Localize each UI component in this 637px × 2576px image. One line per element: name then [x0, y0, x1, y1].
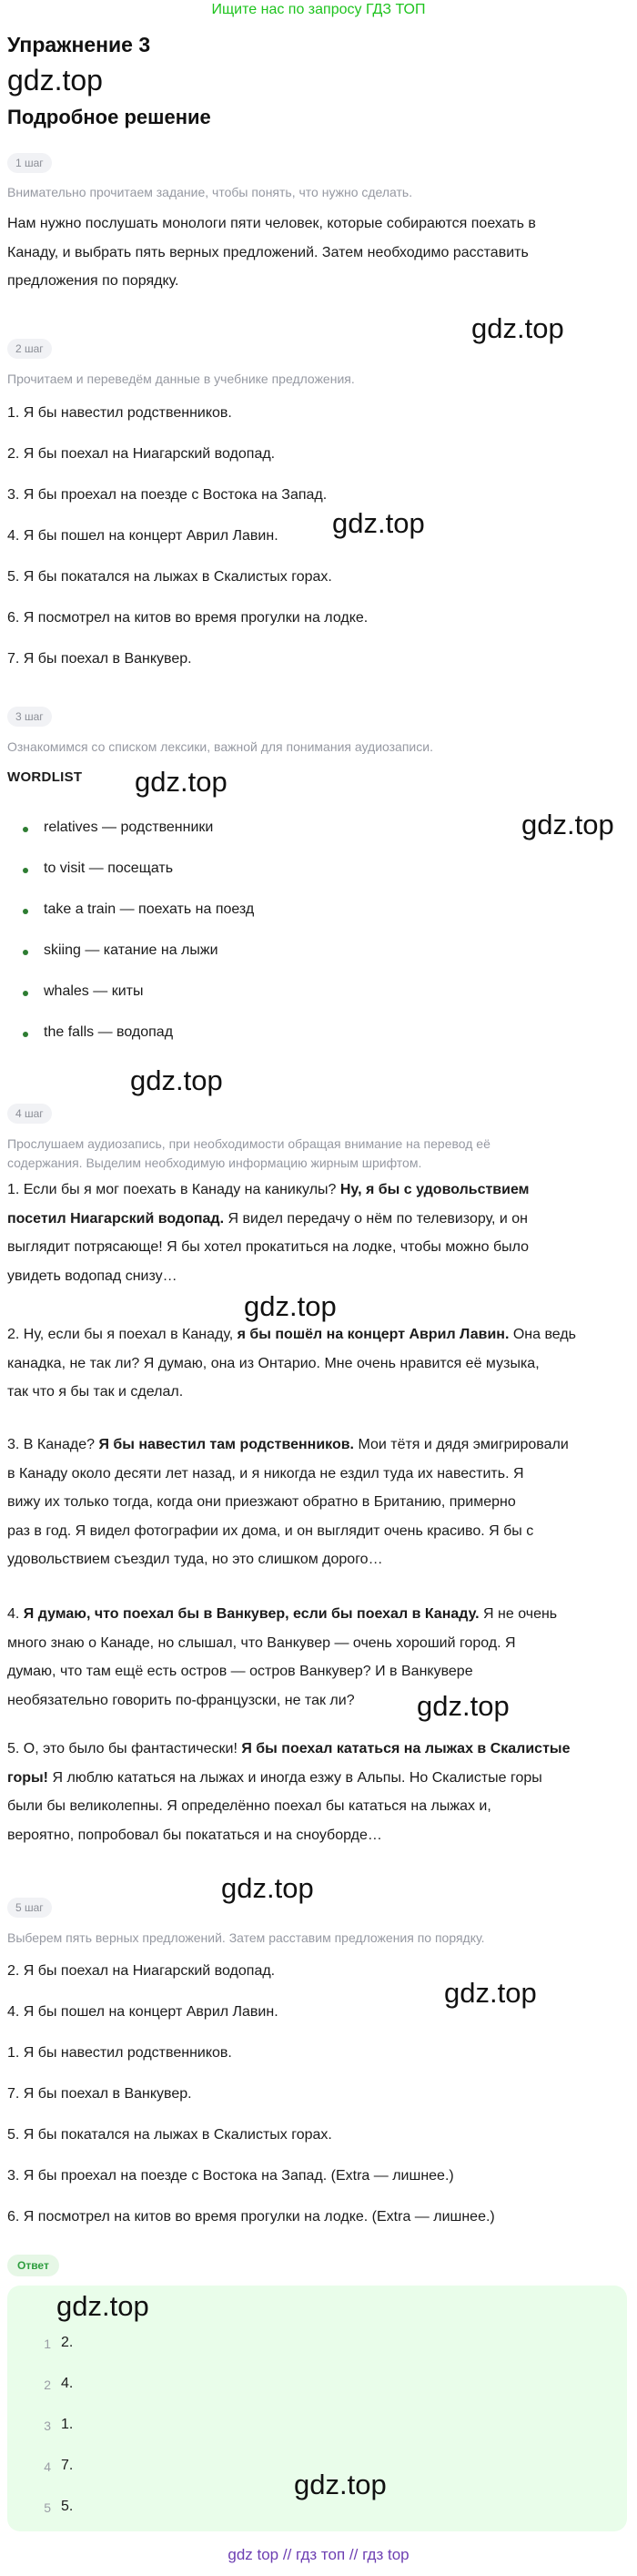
ordered-item: 2. Я бы поехал на Ниагарский водопад. — [7, 1963, 276, 1979]
step-2-badge: 2 шаг — [7, 339, 52, 359]
answer-value: 2. — [61, 2335, 74, 2350]
watermark: gdz.top — [294, 2469, 387, 2500]
monologue-1: 1. Если бы я мог поехать в Канаду на каникулы? Ну, я бы с удовольствием посетил Ниагарский водопад. Я видел передачу о нём по телевизору, и он выглядит потрясающе! Я бы хотел прокатиться на лодке, чтобы можно было увидеть водопад снизу… — [7, 1182, 530, 1284]
answer-value: 7. — [61, 2458, 74, 2473]
ordered-item: 7. Я бы поехал в Ванкувер. — [7, 2086, 192, 2102]
bullet-icon — [23, 1032, 28, 1037]
top-banner[interactable]: Ищите нас по запросу ГДЗ ТОП — [211, 2, 426, 17]
watermark: gdz.top — [56, 2290, 149, 2322]
wordlist-item: take a train — поехать на поезд — [44, 901, 255, 917]
step-2-hint: Прочитаем и переведём данные в учебнике предложения. — [7, 372, 355, 386]
answer-number: 2 — [44, 2377, 51, 2392]
ordered-item: 5. Я бы покатался на лыжах в Скалистых горах. — [7, 2127, 332, 2143]
watermark: gdz.top — [332, 507, 425, 539]
step-4-badge: 4 шаг — [7, 1104, 52, 1124]
monologue-4: 4. Я думаю, что поехал бы в Ванкувер, если бы поехал в Канаду. Я не очень много знаю о Канаде, но слышал, что Ванкувер — очень хороший город. Я думаю, что там ещё есть остров — остров Ванкувер? И в Ванкувере необязательно говорить по-французски, не так ли? — [7, 1606, 558, 1708]
watermark: gdz.top — [244, 1290, 337, 1322]
footer-link-1[interactable]: gdz top — [228, 2546, 279, 2563]
answer-value: 4. — [61, 2376, 74, 2391]
sentence-item: 1. Я бы навестил родственников. — [7, 405, 232, 421]
watermark: gdz.top — [417, 1690, 510, 1722]
wordlist-item: relatives — родственники — [44, 820, 214, 835]
wordlist-item: to visit — посещать — [44, 860, 174, 876]
footer-link-2[interactable]: гдз топ — [296, 2546, 346, 2563]
sentence-item: 5. Я бы покатался на лыжах в Скалистых горах. — [7, 569, 332, 585]
watermark: gdz.top — [221, 1872, 314, 1904]
answer-number: 5 — [44, 2500, 51, 2515]
monologue-3: 3. В Канаде? Я бы навестил там родственников. Мои тётя и дядя эмигрировали в Канаду около десяти лет назад, и я никогда не ездил туда их навестить. Я вижу их только тогда, когда они приезжают обратно в Британию, примерно раз в год. Я видел фотографии их дома, и он выглядит очень красиво. Я бы с удовольствием съездил туда, но это слишком дорого… — [7, 1437, 569, 1567]
wordlist-item: the falls — водопад — [44, 1024, 174, 1040]
bullet-icon — [23, 909, 28, 914]
step-3-badge: 3 шаг — [7, 707, 52, 727]
step-1-hint: Внимательно прочитаем задание, чтобы понять, что нужно сделать. — [7, 185, 413, 199]
sentence-item: 3. Я бы проехал на поезде с Востока на Запад. — [7, 487, 328, 503]
answer-value: 1. — [61, 2417, 74, 2432]
watermark: gdz.top — [444, 1977, 537, 2009]
answer-number: 3 — [44, 2418, 51, 2433]
monologue-5: 5. О, это было бы фантастически! Я бы поехал кататься на лыжах в Скалистые горы! Я люблю кататься на лыжах и иногда езжу в Альпы. Но Скалистые горы были бы великолепны. Я определённо поехал бы кататься на лыжах и, вероятно, попробовал бы покататься и на сноуборде… — [7, 1741, 571, 1843]
watermark: gdz.top — [471, 312, 564, 344]
bullet-icon — [23, 991, 28, 996]
answer-value: 5. — [61, 2499, 74, 2514]
sentence-item: 7. Я бы поехал в Ванкувер. — [7, 651, 192, 667]
monologue-2: 2. Ну, если бы я поехал в Канаду, я бы пошёл на концерт Аврил Лавин. Она ведь канадка, не так ли? Я думаю, она из Онтарио. Мне очень нравится её музыка, так что я бы так и сделал. — [7, 1327, 577, 1400]
ordered-item: 6. Я посмотрел на китов во время прогулки на лодке. (Extra — лишнее.) — [7, 2209, 495, 2225]
site-logo[interactable]: gdz.top — [7, 64, 103, 97]
wordlist-item: whales — киты — [44, 983, 144, 999]
ordered-item: 1. Я бы навестил родственников. — [7, 2045, 232, 2061]
bullet-icon — [23, 868, 28, 873]
step-1-text: Нам нужно послушать монологи пяти человек, которые собираются поехать в Канаду, и выбрать пять верных предложений. Затем необходимо расставить предложения по порядку. — [7, 216, 536, 289]
watermark: gdz.top — [135, 766, 228, 798]
footer-links: gdz top // гдз топ // гдз top — [228, 2546, 410, 2563]
answer-number: 4 — [44, 2459, 51, 2474]
wordlist-title: WORDLIST — [7, 769, 83, 785]
step-4-hint: Прослушаем аудиозапись, при необходимости обращая внимание на перевод её содержания. Выделим необходимую информацию жирным шрифтом. — [7, 1136, 490, 1170]
sentence-item: 4. Я бы пошел на концерт Аврил Лавин. — [7, 528, 278, 544]
step-3-hint: Ознакомимся со списком лексики, важной для понимания аудиозаписи. — [7, 739, 433, 754]
exercise-title: Упражнение 3 — [7, 33, 151, 56]
step-5-hint: Выберем пять верных предложений. Затем расставим предложения по порядку. — [7, 1930, 485, 1945]
watermark: gdz.top — [521, 809, 614, 840]
wordlist-item: skiing — катание на лыжи — [44, 942, 218, 958]
bullet-icon — [23, 950, 28, 955]
ordered-item: 4. Я бы пошел на концерт Аврил Лавин. — [7, 2004, 278, 2020]
sentence-item: 6. Я посмотрел на китов во время прогулки на лодке. — [7, 610, 369, 626]
sentence-item: 2. Я бы поехал на Ниагарский водопад. — [7, 446, 276, 462]
step-1-badge: 1 шаг — [7, 153, 52, 173]
step-5-badge: 5 шаг — [7, 1898, 52, 1918]
ordered-item: 3. Я бы проехал на поезде с Востока на Запад. (Extra — лишнее.) — [7, 2168, 454, 2184]
footer-link-3[interactable]: гдз top — [362, 2546, 410, 2563]
answer-number: 1 — [44, 2337, 51, 2351]
answer-badge: Ответ — [7, 2255, 59, 2276]
watermark: gdz.top — [130, 1064, 223, 1096]
solution-title: Подробное решение — [7, 106, 211, 128]
bullet-icon — [23, 827, 28, 832]
